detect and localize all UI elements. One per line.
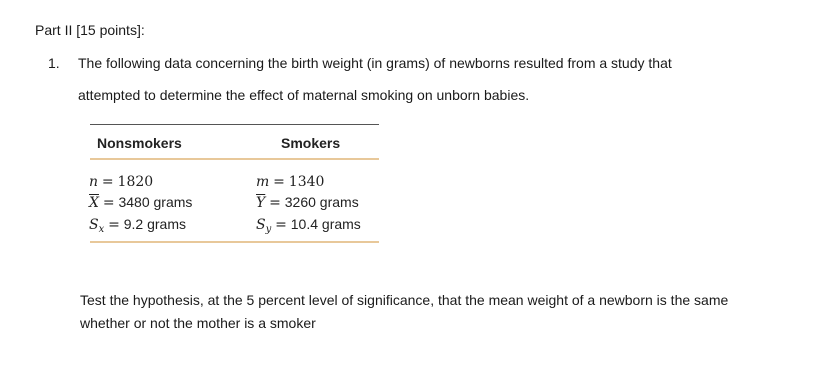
equals-sign: = bbox=[102, 195, 115, 211]
equals-sign: = bbox=[273, 174, 285, 190]
equals-sign: = bbox=[269, 195, 281, 211]
header-nonsmokers: Nonsmokers bbox=[97, 135, 182, 151]
s-symbol: S bbox=[89, 217, 99, 233]
s-symbol: S bbox=[256, 217, 266, 233]
x-bar-symbol: $\overline{X}$ bbox=[89, 195, 99, 211]
prompt-line-1: Test the hypothesis, at the 5 percent level of significance, that the mean weight of a newborn is the same bbox=[80, 292, 729, 308]
table-top-rule bbox=[90, 124, 379, 125]
smokers-mean bbox=[256, 193, 359, 212]
question-text-line-1: The following data concerning the birth weight (in grams) of newborns resulted from a study that bbox=[78, 55, 672, 71]
header-smokers: Smokers bbox=[281, 135, 341, 151]
y-bar-symbol: $\overline{Y}$ bbox=[256, 195, 266, 211]
table-header-rule bbox=[90, 158, 379, 160]
s-subscript-x: x bbox=[98, 224, 105, 235]
nonsmokers-sd bbox=[89, 215, 186, 239]
prompt-line-2: whether or not the mother is a smoker bbox=[80, 315, 316, 331]
nonsmokers-sample-size bbox=[89, 172, 153, 191]
table-bottom-rule bbox=[90, 241, 379, 243]
smokers-sample-size bbox=[256, 172, 324, 191]
n-symbol: n bbox=[89, 174, 99, 190]
s-y-value: 10.4 grams bbox=[290, 216, 361, 232]
m-symbol: m bbox=[256, 174, 270, 190]
y-bar-value: 3260 grams bbox=[284, 194, 359, 210]
s-subscript-y: y bbox=[265, 224, 272, 235]
n-value: 1820 bbox=[117, 174, 154, 190]
x-bar-value: 3480 grams bbox=[118, 194, 193, 210]
equals-sign: = bbox=[101, 174, 114, 190]
part-title: Part II [15 points]: bbox=[35, 22, 145, 38]
smokers-sd bbox=[256, 215, 361, 239]
equals-sign: = bbox=[275, 217, 287, 233]
equals-sign: = bbox=[108, 217, 120, 233]
nonsmokers-mean bbox=[89, 193, 192, 212]
s-x-value: 9.2 grams bbox=[123, 216, 186, 232]
question-number: 1. bbox=[48, 55, 60, 71]
m-value: 1340 bbox=[288, 174, 325, 190]
question-text-line-2: attempted to determine the effect of maternal smoking on unborn babies. bbox=[78, 87, 530, 103]
